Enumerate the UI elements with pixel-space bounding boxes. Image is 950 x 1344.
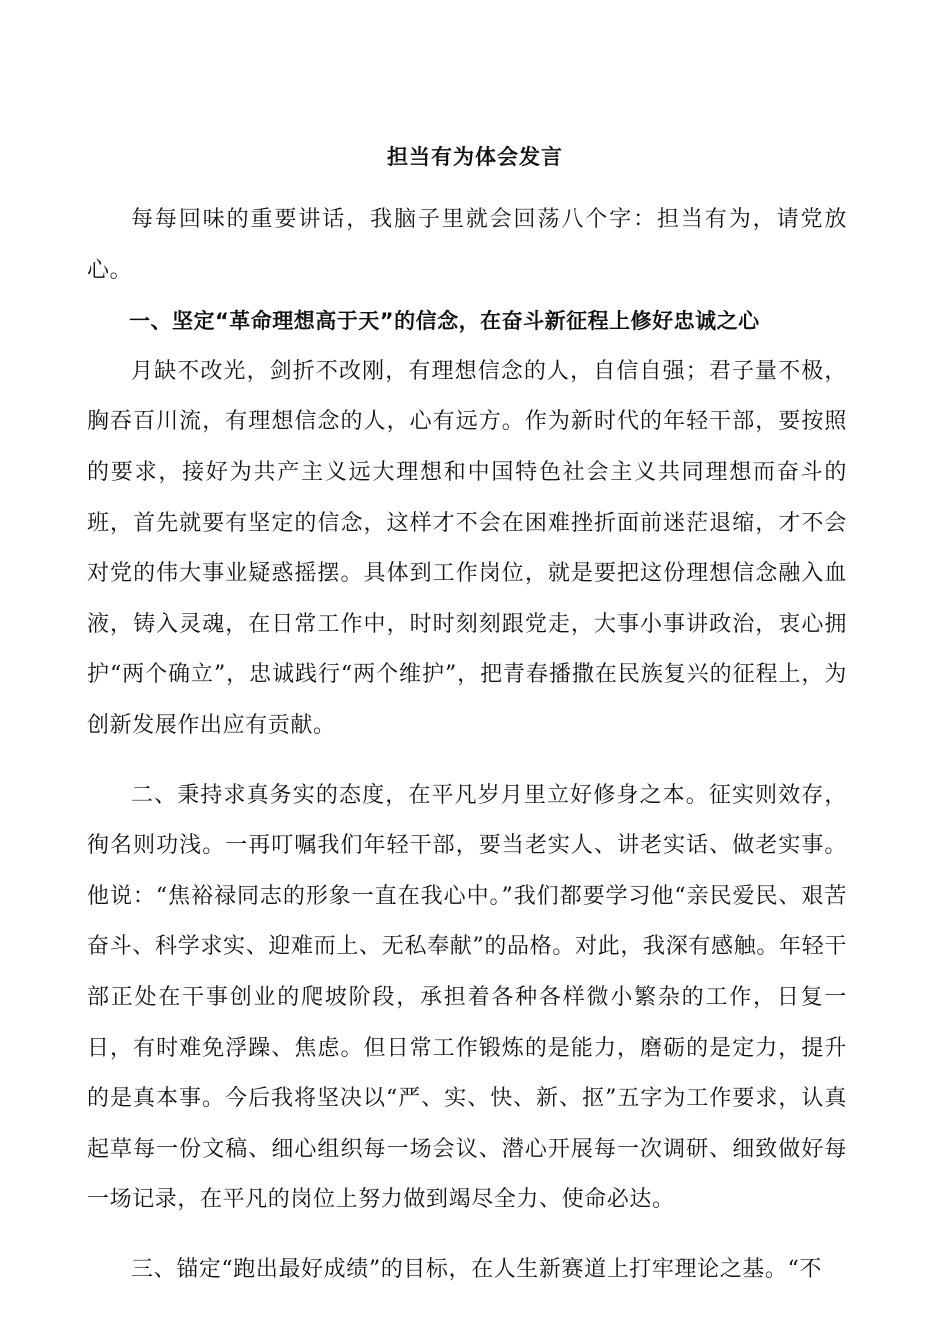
section-2-paragraph: 二、秉持求真务实的态度，在平凡岁月里立好修身之本。征实则效存，徇名则功浅。一再叮嘱我们年轻干部，要当老实人、讲老实话、做老实事。他说：“焦裕禄同志的形象一直在我心中。”我们都要学习他“亲民爱民、艰苦奋斗、科学求实、迎难而上、无私奉献”的品格。对此，我深有感触。年轻干部正处在干事创业的爬坡阶段，承担着各种各样微小繁杂的工作，日复一日，有时难免浮躁、焦虑。但日常工作锻炼的是能力，磨砺的是定力，提升的是真本事。今后我将坚决以“严、实、快、新、抠”五字为工作要求，认真起草每一份文稿、细心组织每一场会议、潜心开展每一次调研、细致做好每一场记录，在平凡的岗位上努力做到竭尽全力、使命必达。	[87, 782, 847, 1213]
section-1-paragraph: 月缺不改光，剑折不改刚，有理想信念的人，自信自强；君子量不极，胸吞百川流，有理想信念的人，心有远方。作为新时代的年轻干部，要按照的要求，接好为共产主义远大理想和中国特色社会主义共同理想而奋斗的班，首先就要有坚定的信念，这样才不会在困难挫折面前迷茫退缩，才不会对党的伟大事业疑惑摇摆。具体到工作岗位，就是要把这份理想信念融入血液，铸入灵魂，在日常工作中，时时刻刻跟党走，大事小事讲政治，衷心拥护“两个确立”，忠诚践行“两个维护”，把青春播撒在民族复兴的征程上，为创新发展作出应有贡献。	[87, 358, 847, 738]
document-body	[87, 195, 847, 1295]
section-3-paragraph: 三、锚定“跑出最好成绩”的目标，在人生新赛道上打牢理论之基。“不	[131, 1256, 822, 1282]
section-1-heading: 一、坚定“革命理想高于天”的信念，在奋斗新征程上修好忠诚之心	[129, 309, 760, 334]
document-title: 担当有为体会发言	[387, 145, 563, 169]
intro-paragraph: 每每回味的重要讲话，我脑子里就会回荡八个字：担当有为，请党放心。	[87, 207, 847, 283]
